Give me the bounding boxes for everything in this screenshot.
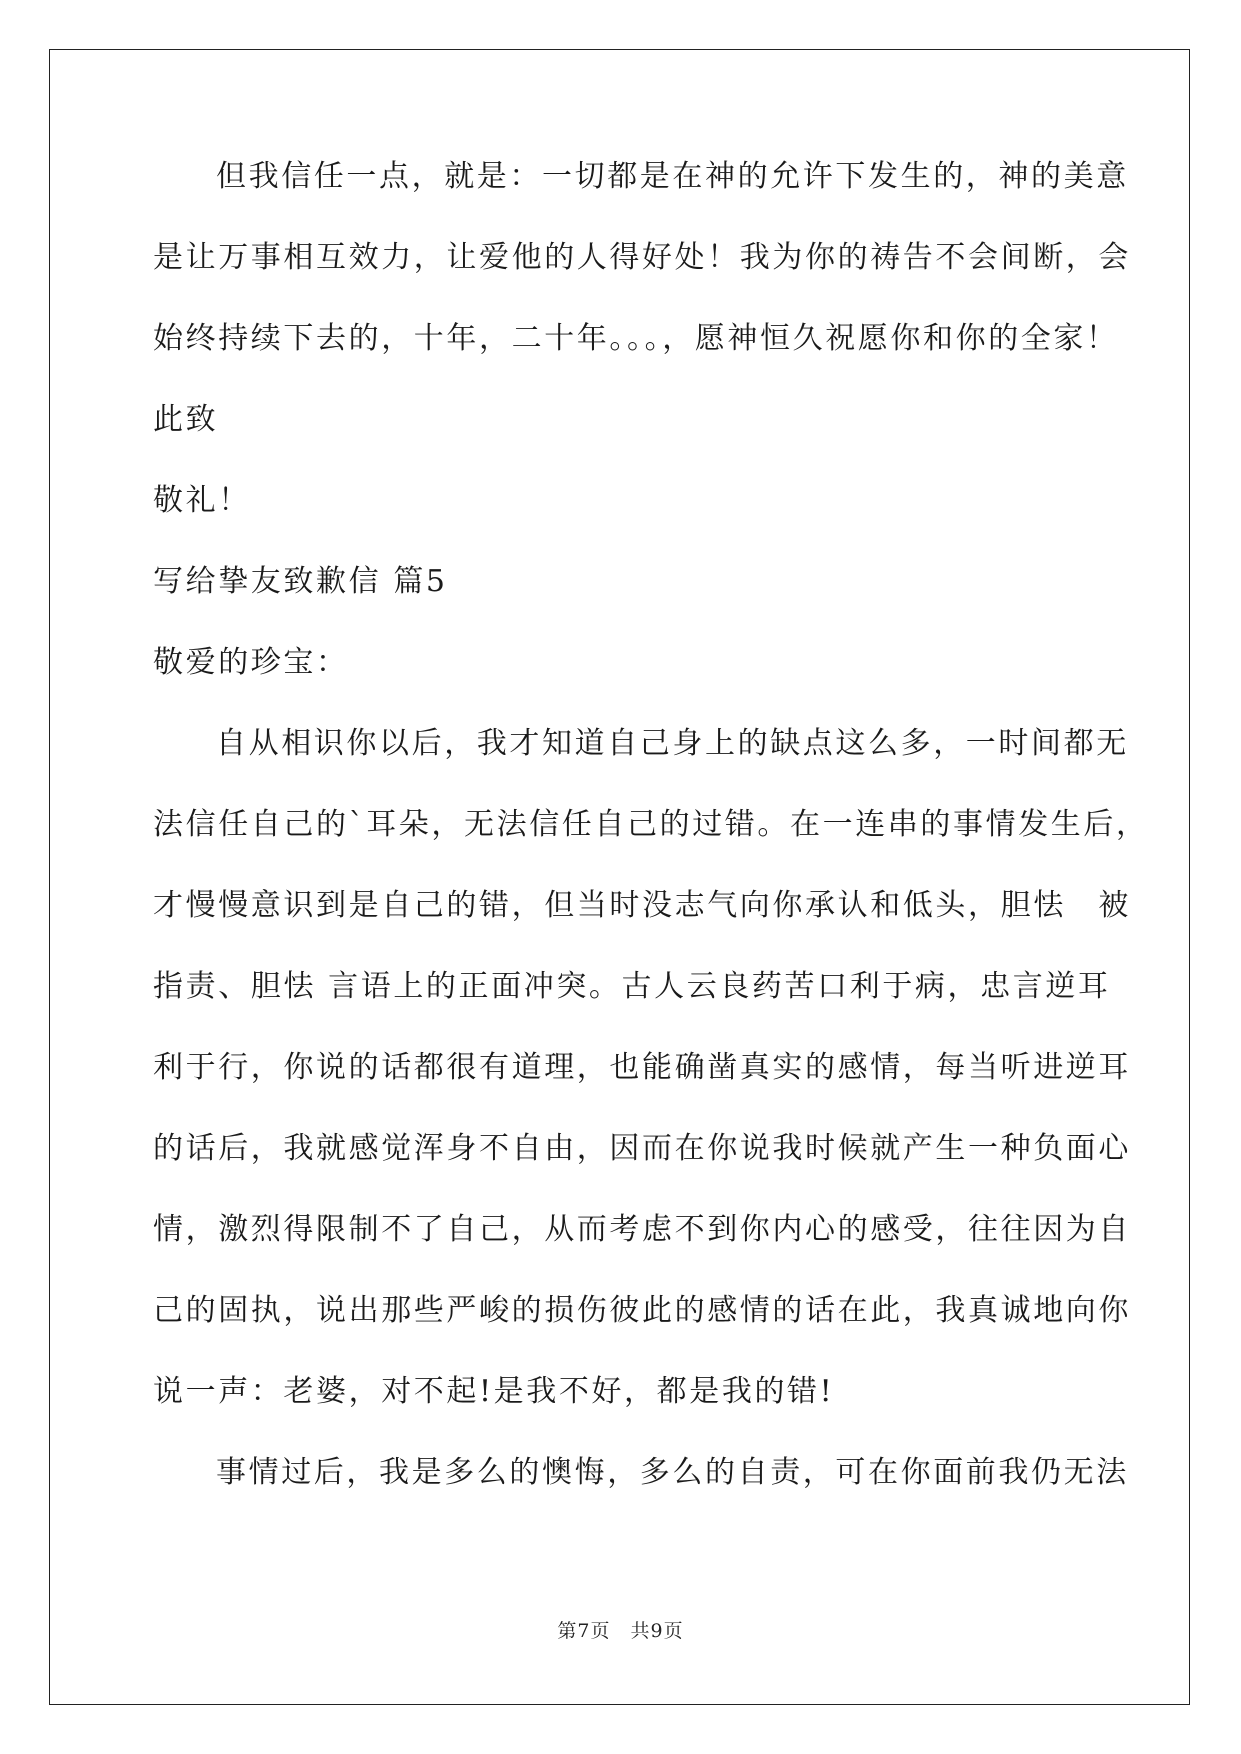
paragraph-line: 指责、胆怯 言语上的正面冲突。古人云良药苦口利于病，忠言逆耳 (153, 969, 1111, 1004)
paragraph-line: 才慢慢意识到是自己的错，但当时没志气向你承认和低头，胆怯 被 (153, 888, 1131, 923)
paragraph-line: 是让万事相互效力，让爱他的人得好处！我为你的祷告不会间断，会 (153, 240, 1131, 275)
paragraph-line: 己的固执，说出那些严峻的损伤彼此的感情的话在此，我真诚地向你 (153, 1293, 1131, 1328)
greeting-line: 敬爱的珍宝： (153, 645, 349, 680)
section-heading: 写给挚友致歉信 篇5 (153, 564, 448, 599)
document-body (153, 159, 1149, 1537)
paragraph-line: 利于行，你说的话都很有道理，也能确凿真实的感情，每当听进逆耳 (153, 1050, 1131, 1085)
salutation-line: 敬礼！ (153, 483, 251, 518)
paragraph-line: 但我信任一点，就是：一切都是在神的允许下发生的，神的美意 (216, 159, 1129, 194)
paragraph-line: 事情过后，我是多么的懊悔，多么的自责，可在你面前我仍无法 (216, 1455, 1129, 1490)
closing-line: 此致 (153, 402, 219, 437)
paragraph-line: 情，激烈得限制不了自己，从而考虑不到你内心的感受，往往因为自 (153, 1212, 1131, 1247)
paragraph-line: 说一声：老婆，对不起!是我不好，都是我的错! (153, 1374, 835, 1409)
paragraph-line: 始终持续下去的，十年，二十年。。。，愿神恒久祝愿你和你的全家！ (153, 321, 1119, 356)
paragraph-line: 法信任自己的`耳朵，无法信任自己的过错。在一连串的事情发生后， (153, 807, 1149, 842)
paragraph-line: 自从相识你以后，我才知道自己身上的缺点这么多，一时间都无 (216, 726, 1129, 761)
page-number-footer: 第7页 共9页 (557, 1620, 684, 1642)
paragraph-line: 的话后，我就感觉浑身不自由，因而在你说我时候就产生一种负面心 (153, 1131, 1131, 1166)
